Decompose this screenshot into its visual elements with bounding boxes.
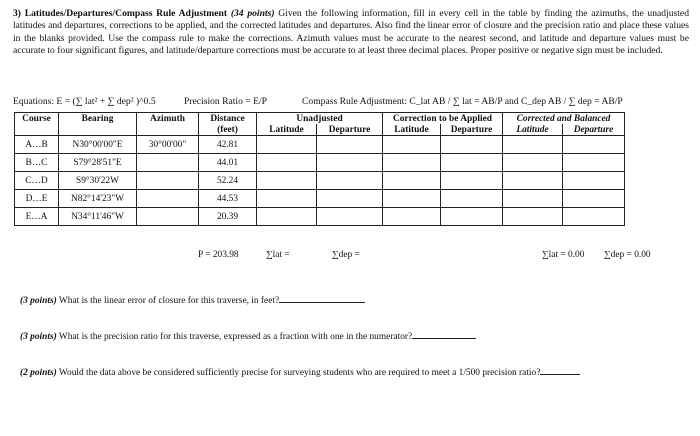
sum-latitude-blank[interactable]: ∑lat = [266, 250, 290, 260]
bal-lat-cell[interactable] [503, 190, 563, 208]
header-distance-unit: (feet) [199, 124, 257, 136]
course-cell: A…B [15, 136, 59, 154]
unadj-lat-cell[interactable] [257, 154, 317, 172]
problem-points: (34 points) [230, 8, 275, 19]
azimuth-cell[interactable] [137, 190, 199, 208]
bal-lat-cell[interactable] [503, 136, 563, 154]
table-row [15, 154, 625, 172]
distance-cell: 44.01 [199, 154, 257, 172]
azimuth-cell[interactable] [137, 154, 199, 172]
azimuth-cell[interactable] [137, 172, 199, 190]
perimeter-total: P = 203.98 [198, 250, 239, 260]
question-text: What is the precision ratio for this traverse, expressed as a fraction with one in the numerator? [58, 332, 413, 342]
unadj-lat-cell[interactable] [257, 208, 317, 226]
header-corrected: Corrected and Balanced [503, 113, 625, 125]
corr-lat-cell[interactable] [383, 136, 441, 154]
azimuth-cell[interactable]: 30°00'00" [137, 136, 199, 154]
bal-dep-cell[interactable] [563, 154, 625, 172]
corr-lat-cell[interactable] [383, 190, 441, 208]
bal-dep-cell[interactable] [563, 136, 625, 154]
bal-dep-cell[interactable] [563, 208, 625, 226]
question-text: What is the linear error of closure for this traverse, in feet? [58, 296, 280, 306]
question-points: (3 points) [20, 332, 57, 342]
sum-departure-corrected: ∑dep = 0.00 [604, 250, 651, 260]
bal-lat-cell[interactable] [503, 172, 563, 190]
distance-cell: 52.24 [199, 172, 257, 190]
header-unadj-latitude: Latitude [257, 124, 317, 136]
corr-dep-cell[interactable] [441, 136, 503, 154]
unadj-dep-cell[interactable] [317, 172, 383, 190]
header-unadjusted: Unadjusted [257, 113, 383, 125]
problem-text: Given the following information, fill in every cell in the table by finding the azimuths, the unadjusted latitudes and departures, corrections to be applied, and the corrected latitudes and departures. Also find the linear error of closure and the precision ratio and place these values in the blanks provided. Use the compass rule to make the corrections. Azimuth values must be accurate to the nearest second, and latitude and departure values must be accurate to four significant figures, and latitude/departure corrections must be accurate to at least three decimal places. Proper positive or negative sign must be included. [13, 8, 689, 57]
bearing-cell: N34°11'46"W [59, 208, 137, 226]
course-cell: E…A [15, 208, 59, 226]
precision-equation: Precision Ratio = E/P [184, 96, 267, 107]
header-azimuth: Azimuth [137, 113, 199, 125]
header-corr-departure: Departure [441, 124, 503, 136]
question-precision-ratio [20, 328, 476, 342]
closure-equation: Equations: E = (∑ lat² + ∑ dep² )^0.5 [13, 96, 156, 107]
traverse-table [14, 112, 625, 226]
unadj-dep-cell[interactable] [317, 136, 383, 154]
question-precision-requirement [20, 364, 580, 378]
bal-lat-cell[interactable] [503, 154, 563, 172]
course-cell: C…D [15, 172, 59, 190]
bearing-cell: S79°28'51"E [59, 154, 137, 172]
bearing-cell: N82°14'23"W [59, 190, 137, 208]
answer-blank[interactable] [412, 328, 476, 339]
unadj-lat-cell[interactable] [257, 190, 317, 208]
question-linear-error [20, 292, 365, 306]
unadj-lat-cell[interactable] [257, 172, 317, 190]
distance-cell: 44.53 [199, 190, 257, 208]
bal-dep-cell[interactable] [563, 172, 625, 190]
header-unadj-departure: Departure [317, 124, 383, 136]
table-row [15, 136, 625, 154]
corr-lat-cell[interactable] [383, 208, 441, 226]
header-bal-latitude: Latitude [503, 124, 563, 136]
distance-cell: 42.81 [199, 136, 257, 154]
problem-heading: 3) Latitudes/Departures/Compass Rule Adjustment [13, 8, 228, 19]
course-cell: D…E [15, 190, 59, 208]
unadj-dep-cell[interactable] [317, 154, 383, 172]
answer-blank[interactable] [540, 364, 580, 375]
bearing-cell: N30°00'00"E [59, 136, 137, 154]
bal-dep-cell[interactable] [563, 190, 625, 208]
question-text: Would the data above be considered sufficiently precise for surveying students who are required to meet a 1/500 precision ratio? [58, 368, 541, 378]
sum-departure-blank[interactable]: ∑dep = [332, 250, 360, 260]
corr-lat-cell[interactable] [383, 154, 441, 172]
question-points: (2 points) [20, 368, 57, 378]
header-distance: Distance [199, 113, 257, 125]
table-row [15, 172, 625, 190]
question-points: (3 points) [20, 296, 57, 306]
corr-dep-cell[interactable] [441, 154, 503, 172]
azimuth-cell[interactable] [137, 208, 199, 226]
distance-cell: 20.39 [199, 208, 257, 226]
bearing-cell: S9°30'22W [59, 172, 137, 190]
corr-lat-cell[interactable] [383, 172, 441, 190]
bal-lat-cell[interactable] [503, 208, 563, 226]
header-corr-latitude: Latitude [383, 124, 441, 136]
sum-latitude-corrected: ∑lat = 0.00 [542, 250, 585, 260]
problem-statement [13, 8, 689, 58]
table-row [15, 190, 625, 208]
corr-dep-cell[interactable] [441, 172, 503, 190]
unadj-lat-cell[interactable] [257, 136, 317, 154]
unadj-dep-cell[interactable] [317, 190, 383, 208]
corr-dep-cell[interactable] [441, 190, 503, 208]
corr-dep-cell[interactable] [441, 208, 503, 226]
course-cell: B…C [15, 154, 59, 172]
table-row [15, 208, 625, 226]
unadj-dep-cell[interactable] [317, 208, 383, 226]
header-course: Course [15, 113, 59, 125]
compass-rule-equation: Compass Rule Adjustment: C_lat AB / ∑ lat = AB/P and C_dep AB / ∑ dep = AB/P [302, 96, 623, 107]
header-bearing: Bearing [59, 113, 137, 125]
header-bal-departure: Departure [563, 124, 625, 136]
header-correction: Correction to be Applied [383, 113, 503, 125]
answer-blank[interactable] [279, 292, 365, 303]
